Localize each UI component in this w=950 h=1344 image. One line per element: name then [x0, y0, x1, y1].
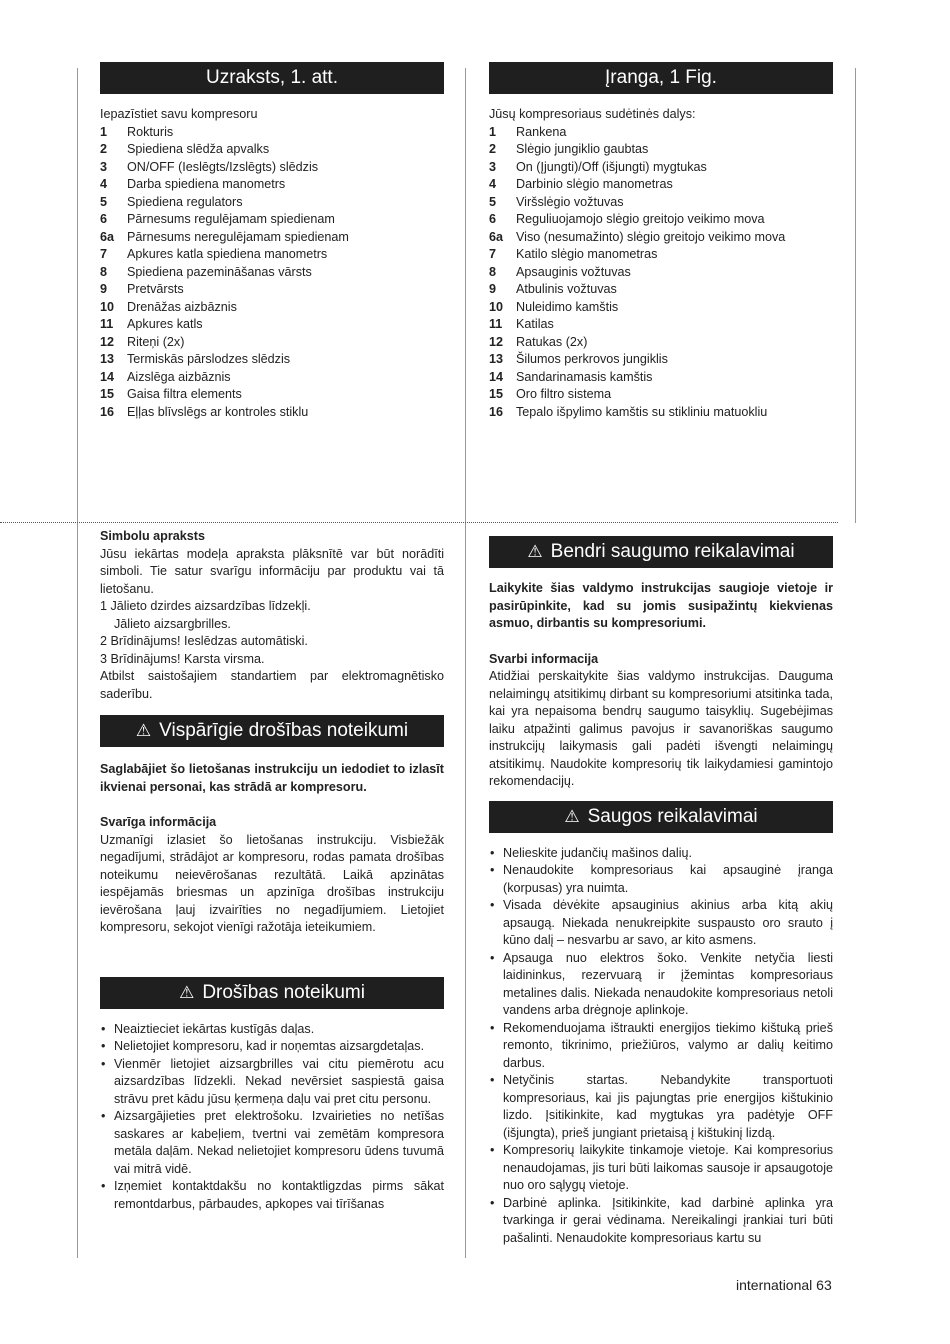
item-number: 3 [489, 159, 497, 174]
item-number: 6 [489, 212, 497, 226]
section-header: ⚠ Drošības noteikumi [100, 977, 444, 1009]
safety-list [100, 1021, 444, 1214]
parts-list-item [100, 229, 444, 247]
left-top-section [100, 62, 444, 421]
bullet-item: • Netyčinis startas. Nebandykite transportuoti kompresoriaus, kai jis pajungtas prie energijos kištukinio lizdo. Įsitikinkite, kad mygtukas yra padėtyje OFF (išjungta), prieš jungiant prietaisą į kištukinį lizdą. [489, 1072, 833, 1142]
item-number: 5 [489, 194, 497, 209]
parts-list-item [489, 369, 833, 387]
parts-list [489, 124, 833, 422]
parts-list-item [489, 404, 833, 422]
item-label: On (Įjungti)/Off (išjungti) mygtukas [516, 159, 707, 174]
item-label: Pretvārsts [127, 282, 184, 296]
item-label: Spiediena regulators [127, 194, 243, 209]
parts-list-item [489, 229, 833, 247]
item-number: 4 [489, 177, 497, 191]
item-number: 14 [100, 369, 115, 384]
item-number: 13 [489, 352, 504, 366]
parts-list-item [489, 334, 833, 352]
item-label: Reguliuojamojo slėgio greitojo veikimo mova [516, 212, 765, 226]
parts-list-item [489, 211, 833, 229]
center-divider-line [465, 68, 466, 1258]
parts-list-item [100, 124, 444, 142]
parts-list-item [489, 141, 833, 159]
item-number: 4 [100, 177, 108, 191]
parts-list-item [489, 351, 833, 369]
symbols-line-2: 2 Brīdinājums! Ieslēdzas automātiski. [100, 634, 308, 648]
parts-list-item [100, 281, 444, 299]
item-number: 10 [489, 299, 504, 314]
item-number: 8 [489, 264, 497, 279]
right-top-section [489, 62, 833, 421]
parts-list-item [100, 176, 444, 194]
item-label: Eļļas blīvslēgs ar kontroles stiklu [127, 404, 309, 419]
parts-list-item [100, 386, 444, 404]
item-label: Apkures katls [127, 317, 203, 331]
item-number: 14 [489, 369, 504, 384]
bullet-item: • Vienmēr lietojiet aizsargbrilles vai citu piemērotu acu aizsardzības līdzekli. Nekad nevērsiet saspiestā gaisa strāvu pret kādu jūsu ķermeņa daļu vai pret citu personu. [100, 1056, 444, 1109]
item-number: 1 [489, 124, 497, 139]
parts-list-item [100, 299, 444, 317]
item-label: Sandarinamasis kamštis [516, 369, 653, 384]
item-label: Atbulinis vožtuvas [516, 282, 617, 296]
intro-text: Iepazīstiet savu kompresoru [100, 107, 258, 121]
section-header: ⚠ Vispārīgie drošības noteikumi [100, 715, 444, 747]
item-label: Ratukas (2x) [516, 334, 588, 349]
item-label: Drenāžas aizbāznis [127, 299, 237, 314]
section-header: ⚠ Saugos reikalavimai [489, 801, 833, 833]
safety-list [489, 845, 833, 1248]
section-divider [0, 522, 838, 523]
item-number: 9 [100, 282, 108, 296]
warning-icon: ⚠ [179, 982, 195, 1002]
item-number: 6 [100, 212, 108, 226]
bullet-item: • Kompresorių laikykite tinkamoje vietoje. Kai kompresorius nenaudojamas, jis turi būti laikomas sausoje ir apsaugotoje nuo oro sąlygų vietoje. [489, 1142, 833, 1195]
item-number: 2 [100, 142, 108, 156]
section-header: ⚠ Bendri saugumo reikalavimai [489, 536, 833, 568]
parts-list-item [100, 351, 444, 369]
bullet-item: • Aizsargājieties pret elektrošoku. Izvairieties no netīšas saskares ar kabeļiem, tvertni vai zemētām kompresora metāla daļām. Nekad nelietojiet kompresoru ūdens tuvumā vai mitrā vidē. [100, 1108, 444, 1178]
item-label: Spiediena slēdža apvalks [127, 142, 270, 156]
symbols-line-4: Atbilst saistošajiem standartiem par elektromagnētisko saderību. [100, 669, 444, 701]
parts-list-item [489, 124, 833, 142]
parts-list-item [100, 334, 444, 352]
warning-icon: ⚠ [135, 721, 152, 740]
bullet-item: • Neaiztieciet iekārtas kustīgās daļas. [100, 1021, 444, 1039]
parts-list-item [489, 264, 833, 282]
parts-list [100, 124, 444, 422]
item-number: 3 [100, 159, 108, 174]
bullet-item: • Rekomenduojama ištraukti energijos tiekimo kištuką prieš remonto, tikrinimo, priežiūros, valymo ar dalių keitimo darbus. [489, 1020, 833, 1073]
parts-list-item [100, 404, 444, 422]
item-number: 11 [100, 317, 114, 331]
section-header: Įranga, 1 Fig. [489, 62, 833, 94]
bullet-item: • Apsauga nuo elektros šoko. Venkite netyčia liesti laidininkus, rezervuarą ir įžemintas kompresoriaus metalines dalis. Niekada nenaudokite kompresoriaus netoli vandens arba drėgnoje aplinkoje. [489, 950, 833, 1020]
bullet-item: • Darbinė aplinka. Įsitikinkite, kad darbinė aplinka yra tvarkinga ir gerai vėdinama. Nereikalingi įrankiai turi būti pašalinti. Nenaudokite kompresoriaus kartu su [489, 1195, 833, 1248]
item-number: 13 [100, 352, 115, 366]
item-label: Katilo slėgio manometras [516, 247, 658, 261]
item-label: Apsauginis vožtuvas [516, 264, 631, 279]
item-label: Šilumos perkrovos jungiklis [516, 352, 668, 366]
subheading: Svarbi informacija [489, 651, 599, 666]
body-text: Atidžiai perskaitykite šias valdymo instrukcijas. Dauguma nelaimingų atsitikimų dirbant su kompresoriumi atsitinka tada, kai yra nepaisoma bendrų saugumo taisyklių. Sugebėjimas laiku atpažinti galimus pavojus ir savanoriškas saugumo instrukcijų laikymasis gali padėti išvengti nelaimingų atsitikimų. Naudokite kompresorių tik laikydamiesi gamintojo rekomendacijų. [489, 669, 833, 788]
item-label: Katilas [516, 317, 554, 331]
item-label: Darba spiediena manometrs [127, 177, 286, 191]
item-number: 6a [100, 229, 115, 244]
page-footer: international 63 [736, 1277, 832, 1293]
symbols-line-3: 3 Brīdinājums! Karsta virsma. [100, 651, 265, 666]
bullet-item: • Nenaudokite kompresoriaus kai apsauginė įranga (korpusas) yra nuimta. [489, 862, 833, 897]
parts-list-item [489, 176, 833, 194]
item-number: 12 [100, 334, 115, 349]
symbols-title: Simbolu apraksts [100, 529, 205, 543]
item-label: Aizslēga aizbāznis [127, 369, 231, 384]
parts-list-item [489, 159, 833, 177]
right-margin-line [855, 68, 856, 523]
item-number: 8 [100, 264, 108, 279]
parts-list-item [100, 159, 444, 177]
item-number: 7 [100, 247, 108, 261]
parts-list-item [100, 264, 444, 282]
item-label: Tepalo išpylimo kamštis su stikliniu matuokliu [516, 404, 768, 419]
item-label: Nuleidimo kamštis [516, 299, 619, 314]
item-number: 12 [489, 334, 504, 349]
item-number: 10 [100, 299, 115, 314]
bullet-item: • Nelieskite judančių mašinos dalių. [489, 845, 833, 863]
subheading: Svarīga informācija [100, 815, 217, 829]
item-number: 16 [100, 404, 115, 419]
body-text: Uzmanīgi izlasiet šo lietošanas instrukciju. Visbiežāk negadījumi, strādājot ar kompresoru, rodas pamata drošības noteikumu neievērošanas rezultātā. Laikā apzinātas iespējamās briesmas un apzinīga drošības instrukciju ievērošana ļauj izvairīties no negadījumiem. Lietojiet kompresoru, sekojot vienīgi ražotāja ieteikumiem. [100, 832, 444, 934]
lead-text: Laikykite šias valdymo instrukcijas saugioje vietoje ir pasirūpinkite, kad su jomis susipažintų kiekvienas asmuo, dirbantis su kompresoriumi. [489, 581, 833, 630]
item-number: 15 [100, 387, 115, 401]
item-label: Slėgio jungiklio gaubtas [516, 142, 649, 156]
left-margin-line [77, 68, 78, 1258]
item-number: 9 [489, 282, 497, 296]
warning-icon: ⚠ [527, 542, 543, 561]
item-number: 5 [100, 194, 108, 209]
parts-list-item [489, 299, 833, 317]
parts-list-item [489, 386, 833, 404]
symbols-line-1: 1 Jālieto dzirdes aizsardzības līdzekļi. [100, 599, 311, 613]
intro-text: Jūsų kompresoriaus sudėtinės dalys: [489, 107, 696, 121]
item-label: ON/OFF (Ieslēgts/Izslēgts) slēdzis [127, 159, 319, 174]
item-label: Rankena [516, 124, 567, 139]
section-header: Uzraksts, 1. att. [100, 62, 444, 94]
item-number: 1 [100, 124, 108, 139]
item-label: Spiediena pazemināšanas vārsts [127, 264, 312, 279]
item-label: Gaisa filtra elements [127, 387, 242, 401]
item-number: 16 [489, 404, 504, 419]
lead-text: Saglabājiet šo lietošanas instrukciju un iedodiet to izlasīt ikvienai personai, kas strādā ar kompresoru. [100, 762, 444, 794]
item-label: Riteņi (2x) [127, 334, 185, 349]
parts-list-item [100, 194, 444, 212]
parts-list-item [100, 211, 444, 229]
item-number: 11 [489, 317, 503, 331]
item-number: 6a [489, 229, 504, 244]
item-label: Apkures katla spiediena manometrs [127, 247, 328, 261]
parts-list-item [489, 246, 833, 264]
parts-list-item [100, 141, 444, 159]
bullet-item: • Nelietojiet kompresoru, kad ir noņemtas aizsargdetaļas. [100, 1038, 444, 1056]
item-label: Termiskās pārslodzes slēdzis [127, 352, 291, 366]
item-number: 2 [489, 142, 497, 156]
item-number: 7 [489, 247, 497, 261]
bullet-item: • Izņemiet kontaktdakšu no kontaktligzdas pirms sākat remontdarbus, pārbaudes, apkopes vai tīrīšanas [100, 1178, 444, 1213]
right-bottom-section [489, 536, 833, 1247]
item-label: Viršslėgio vožtuvas [516, 194, 624, 209]
left-bottom-section [100, 528, 444, 1213]
symbols-line-1b: Jālieto aizsargbrilles. [114, 616, 231, 631]
parts-list-item [100, 316, 444, 334]
parts-list-item [489, 281, 833, 299]
item-label: Pārnesums regulējamam spiedienam [127, 212, 335, 226]
parts-list-item [100, 246, 444, 264]
symbols-intro: Jūsu iekārtas modeļa apraksta plāksnītē var būt norādīti simboli. Tie satur svarīgu informāciju par produktu vai tā lietošanu. [100, 546, 444, 596]
item-label: Oro filtro sistema [516, 387, 612, 401]
parts-list-item [489, 194, 833, 212]
parts-list-item [100, 369, 444, 387]
item-label: Rokturis [127, 124, 174, 139]
bullet-item: • Visada dėvėkite apsauginius akinius arba kitą akių apsaugą. Niekada nenukreipkite suspausto oro srauto į kūno dalį – nesvarbu ar savo, ar kito asmens. [489, 897, 833, 950]
item-label: Viso (nesumažinto) slėgio greitojo veikimo mova [516, 229, 786, 244]
item-label: Darbinio slėgio manometras [516, 177, 673, 191]
item-number: 15 [489, 387, 504, 401]
item-label: Pārnesums neregulējamam spiedienam [127, 229, 349, 244]
parts-list-item [489, 316, 833, 334]
warning-icon: ⚠ [564, 806, 580, 826]
